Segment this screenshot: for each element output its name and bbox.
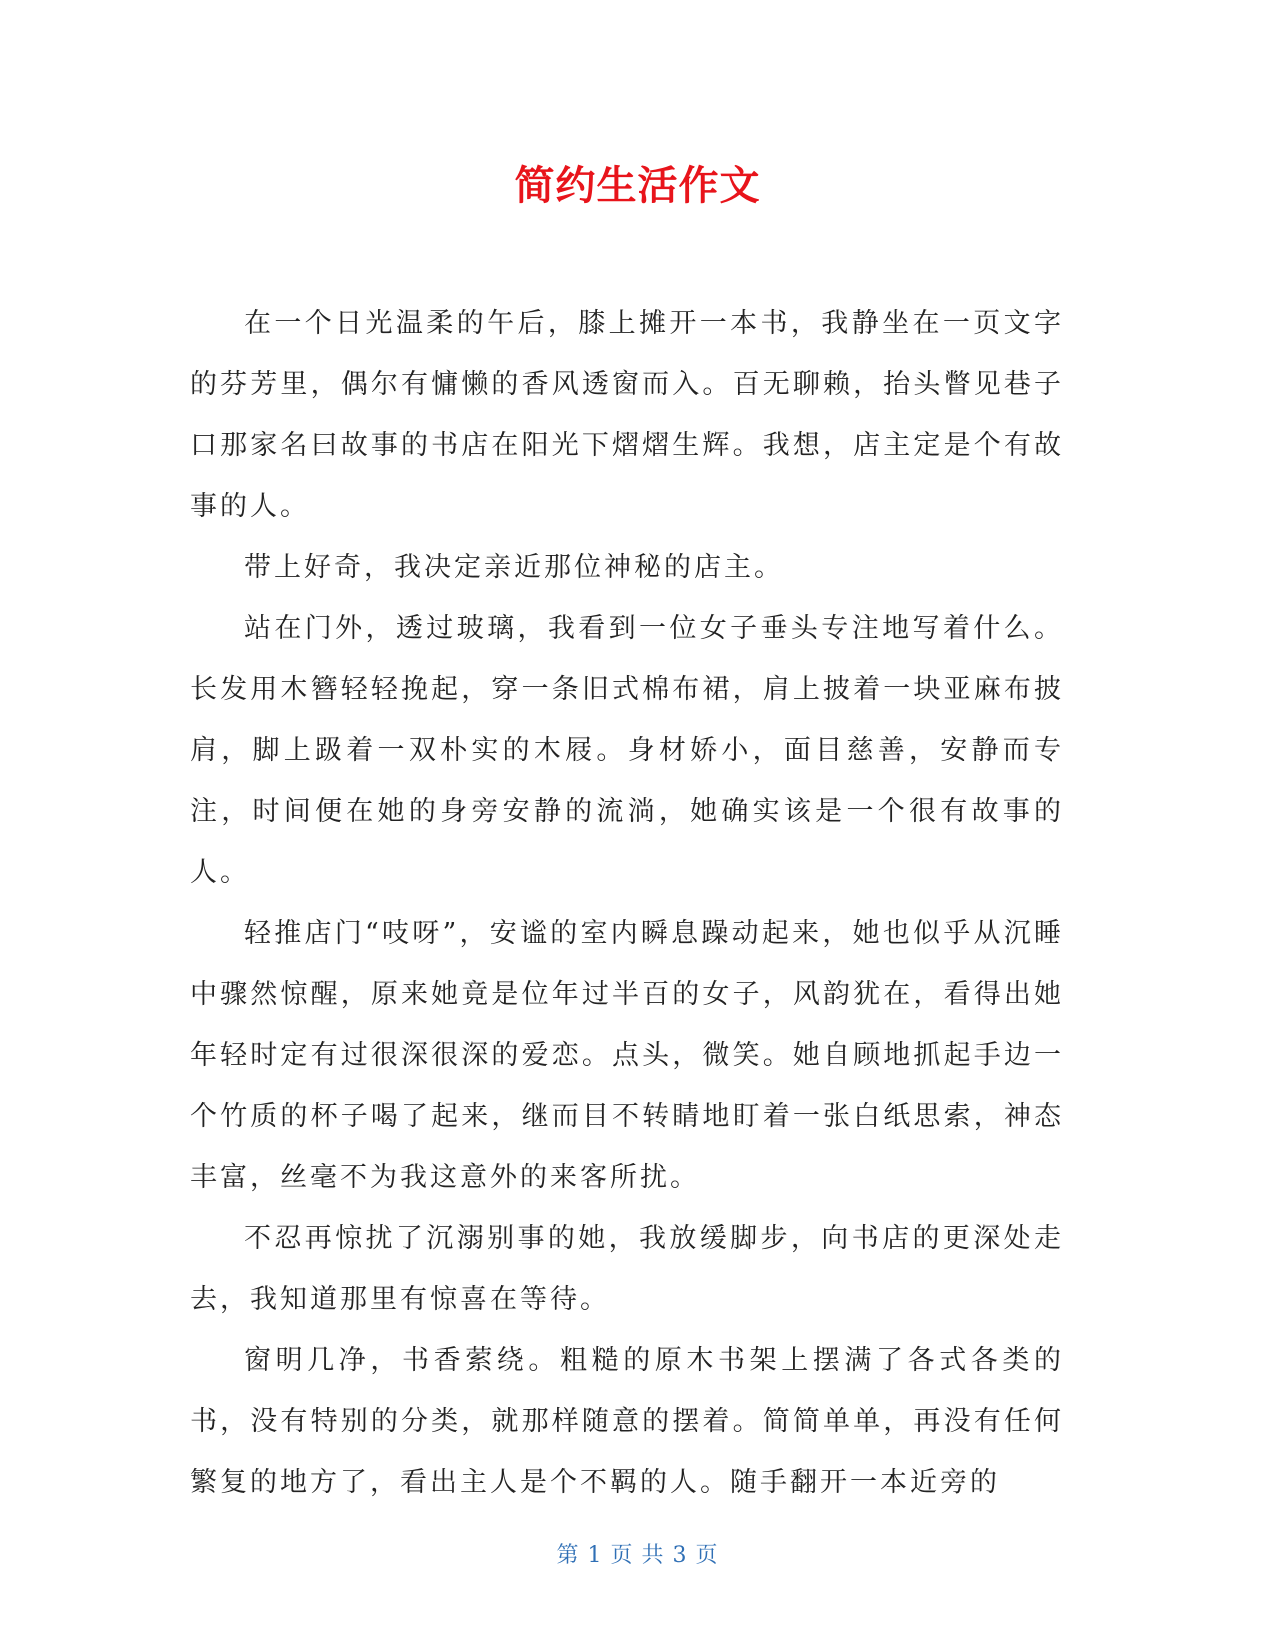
footer-page-number: 1 bbox=[587, 1543, 603, 1568]
paragraph-6: 窗明几净，书香萦绕。粗糙的原木书架上摆满了各式各类的书，没有特别的分类，就那样随意的摆着。简简单单，再没有任何繁复的地方了，看出主人是个不羁的人。随手翻开一本近旁的 bbox=[190, 1345, 1064, 1498]
footer-prefix: 第 bbox=[556, 1543, 580, 1568]
document-title: 简约生活作文 bbox=[514, 163, 761, 209]
paragraph-4: 轻推店门“吱呀”，安谧的室内瞬息躁动起来，她也似乎从沉睡中骤然惊醒，原来她竟是位年过半百的女子，风韵犹在，看得出她年轻时定有过很深很深的爱恋。点头，微笑。她自顾地抓起手边一个竹质的杯子喝了起来，继而目不转睛地盯着一张白纸思索，神态丰富，丝毫不为我这意外的来客所扰。 bbox=[190, 918, 1064, 1193]
footer-suffix: 页 bbox=[695, 1543, 719, 1568]
footer-middle: 页 共 bbox=[610, 1543, 665, 1568]
page-footer bbox=[0, 1541, 1275, 1571]
footer-total-pages: 3 bbox=[672, 1543, 688, 1568]
paragraph-2: 带上好奇，我决定亲近那位神秘的店主。 bbox=[244, 552, 784, 583]
paragraph-5: 不忍再惊扰了沉溺别事的她，我放缓脚步，向书店的更深处走去，我知道那里有惊喜在等待。 bbox=[190, 1223, 1064, 1315]
document-body bbox=[190, 293, 1064, 1513]
paragraph-3: 站在门外，透过玻璃，我看到一位女子垂头专注地写着什么。长发用木簪轻轻挽起，穿一条旧式棉布裙，肩上披着一块亚麻布披肩，脚上趿着一双朴实的木屐。身材娇小，面目慈善，安静而专注，时间便在她的身旁安静的流淌，她确实该是一个很有故事的人。 bbox=[190, 613, 1064, 888]
paragraph-1: 在一个日光温柔的午后，膝上摊开一本书，我静坐在一页文字的芬芳里，偶尔有慵懒的香风透窗而入。百无聊赖，抬头瞥见巷子口那家名曰故事的书店在阳光下熠熠生辉。我想，店主定是个有故事的人。 bbox=[190, 308, 1064, 522]
